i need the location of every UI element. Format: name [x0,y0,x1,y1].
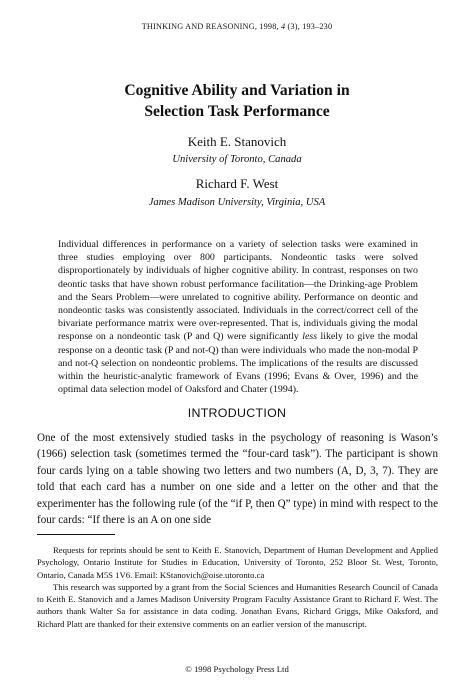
journal-citation-prefix: THINKING AND REASONING, 1998, [141,22,282,31]
journal-volume: 4 [281,22,286,31]
abstract [58,238,418,396]
author-affiliation-1: University of Toronto, Canada [172,154,302,165]
paper-title-line-1: Cognitive Ability and Variation in [124,82,350,99]
abstract-text-part-2: likely to give the modal response on a deontic task (P and not-Q) than were individuals who made the non-modal P and not-Q selection on nondeontic problems. The implications of the results are discussed within the heuristic-analytic framework of Evans (1996; Evans & Over, 1996) and the optimal data selection model of Oaksford and Chater (1994). [58,331,418,396]
paper-title [0,80,474,122]
author-affiliation-2: James Madison University, Virginia, USA [148,197,326,208]
abstract-text-part-1: Individual differences in performance on a variety of selection tasks were examined in three studies employing over 800 participants. Nondeontic tasks were solved disproportionately by individuals of higher cognitive ability. In contrast, responses on two deontic tasks that have shown robust performance facilitation—the Drinking-age Problem and the Sears Problem—were unrelated to cognitive ability. Performance on deontic and nondeontic tasks was consistently associated. Individuals in the correct/correct cell of the bivariate performance matrix were over-represented. That is, individuals giving the modal response on a nondeontic task (P and Q) were significantly [58,239,418,343]
author-name-2: Richard F. West [195,176,279,191]
footnote-acknowledgements: This research was supported by a grant from the Social Sciences and Humanities Research Council of Canada to Keith E. Stanovich and a James Madison University Program Faculty Assistance Grant to Richard F. West. The authors thank Walter Sa for assistance in data coding. Jonathan Evans, Richard Griggs, Mike Oaksford, and Richard Platt are thanked for their extensive comments on an earlier version of the manuscript. [37,581,438,629]
paper-title-line-2: Selection Task Performance [144,103,330,120]
footnote-reprints: Requests for reprints should be sent to Keith E. Stanovich, Department of Human Development and Applied Psychology, Ontario Institute for Studies in Education, University of Toronto, 252 Bloor St. West, Toronto, Ontario, Canada M5S 1V6. Email: KStanovich@oise.utoronto.ca [37,545,438,580]
copyright-notice: © 1998 Psychology Press Ltd [185,664,289,674]
footnote-divider [37,534,115,535]
introduction-heading: INTRODUCTION [187,406,287,420]
footnotes [37,544,438,630]
journal-header [0,22,474,31]
introduction-paragraph: One of the most extensively studied tasks in the psychology of reasoning is Wason’s (1966) selection task (sometimes termed the “four-card task”). The participant is shown four cards lying on a table showing two letters and two numbers (A, D, 3, 7). They are told that each card has a number on one side and a letter on the other and that the experimenter has the following rule (of the “if P, then Q” type) in mind with respect to the four cards: “If there is an A on one side [37,432,438,527]
author-name-1: Keith E. Stanovich [187,134,287,149]
abstract-emphasis: less [302,331,318,343]
journal-citation-suffix: (3), 193–230 [285,22,333,31]
